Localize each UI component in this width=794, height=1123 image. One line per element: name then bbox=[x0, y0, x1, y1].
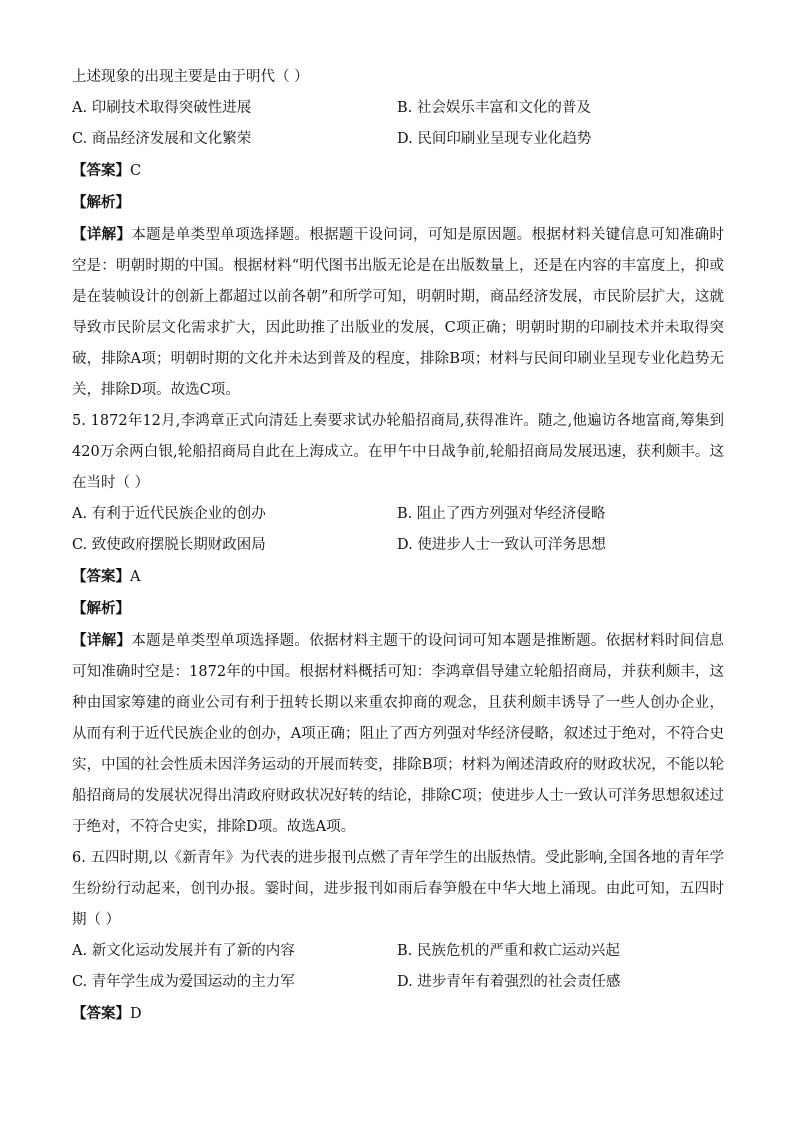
q4-option-d: D. 民间印刷业呈现专业化趋势 bbox=[397, 131, 592, 147]
q5-option-d: D. 使进步人士一致认可洋务思想 bbox=[397, 537, 606, 553]
answer-label: 【答案】 bbox=[72, 1005, 130, 1022]
answer-label: 【答案】 bbox=[72, 568, 130, 585]
q5-option-c: C. 致使政府摆脱长期财政困局 bbox=[72, 537, 266, 553]
analysis-label: 【解析】 bbox=[72, 194, 130, 211]
q5-detail bbox=[72, 625, 724, 843]
q5-option-a: A. 有利于近代民族企业的创办 bbox=[72, 506, 266, 522]
answer-value: D bbox=[130, 1006, 142, 1022]
q5-options bbox=[72, 499, 724, 561]
q4-answer bbox=[72, 155, 724, 187]
document-page bbox=[72, 62, 724, 1030]
q5-stem: 5. 1872年12月,李鸿章正式向清廷上奏要求试办轮船招商局,获得准许。随之,他遍访各地富商,筹集到420万余两白银,轮船招商局自此在上海成立。在甲午中日战争前,轮船招商局发展迅速，获利颇丰。这在当时（ ） bbox=[72, 413, 724, 491]
q4-option-a: A. 印刷技术取得突破性进展 bbox=[72, 100, 252, 116]
q6-option-d: D. 进步青年有着强烈的社会责任感 bbox=[397, 974, 621, 990]
q4-detail bbox=[72, 219, 724, 406]
q4-analysis-heading bbox=[72, 187, 724, 219]
detail-text: 本题是单类型单项选择题。依据材料主题干的设问词可知本题是推断题。依据材料时间信息可知准确时空是：1872年的中国。根据材料概括可知：李鸿章倡导建立轮船招商局，并获利颇丰，这种由国家筹建的商业公司有利于扭转长期以来重农抑商的观念，且获利颇丰诱导了一些人创办企业，从而有利于近代民族企业的创办，A项正确；阻止了西方列强对华经济侵略，叙述过于绝对，不符合史实，中国的社会性质未因洋务运动的开展而转变，排除B项；材料为阐述清政府的财政状况，不能以轮船招商局的发展状况得出清政府财政状况好转的结论，排除C项；使进步人士一致认可洋务思想叙述过于绝对，不符合史实，排除D项。故选A项。 bbox=[72, 633, 725, 835]
q5-option-b: B. 阻止了西方列强对华经济侵略 bbox=[397, 506, 606, 522]
q6-option-b: B. 民族危机的严重和救亡运动兴起 bbox=[397, 943, 620, 959]
q5-answer bbox=[72, 561, 724, 593]
answer-label: 【答案】 bbox=[72, 162, 130, 179]
analysis-label: 【解析】 bbox=[72, 600, 130, 617]
q4-option-b: B. 社会娱乐丰富和文化的普及 bbox=[397, 100, 591, 116]
answer-value: C bbox=[130, 163, 142, 179]
q4-stem-tail: 上述现象的出现主要是由于明代（ ） bbox=[72, 69, 309, 85]
q4-option-c: C. 商品经济发展和文化繁荣 bbox=[72, 131, 252, 147]
q6-answer bbox=[72, 998, 724, 1030]
q5-analysis-heading bbox=[72, 593, 724, 625]
detail-text: 本题是单类型单项选择题。根据题干设问词，可知是原因题。根据材料关键信息可知准确时空是：明朝时期的中国。根据材料“明代图书出版无论是在出版数量上，还是在内容的丰富度上，抑或是在装帧设计的创新上都超过以前各朝”和所学可知，明朝时期，商品经济发展，市民阶层扩大，这就导致市民阶层文化需求扩大，因此助推了出版业的发展，C项正确；明朝时期的印刷技术并未取得突破，排除A项；明朝时期的文化并未达到普及的程度，排除B项；材料与民间印刷业呈现专业化趋势无关，排除D项。故选C项。 bbox=[72, 227, 725, 398]
q6-options bbox=[72, 936, 724, 998]
q6-option-a: A. 新文化运动发展并有了新的内容 bbox=[72, 943, 295, 959]
q4-options bbox=[72, 93, 724, 155]
detail-label: 【详解】 bbox=[72, 632, 132, 649]
q6-option-c: C. 青年学生成为爱国运动的主力军 bbox=[72, 974, 295, 990]
detail-label: 【详解】 bbox=[72, 226, 132, 243]
q6-stem: 6. 五四时期,以《新青年》为代表的进步报刊点燃了青年学生的出版热情。受此影响,全国各地的青年学生纷纷行动起来，创刊办报。霎时间，进步报刊如雨后春笋般在中华大地上涌现。由此可知，五四时期（ ） bbox=[72, 850, 724, 928]
answer-value: A bbox=[130, 569, 141, 585]
